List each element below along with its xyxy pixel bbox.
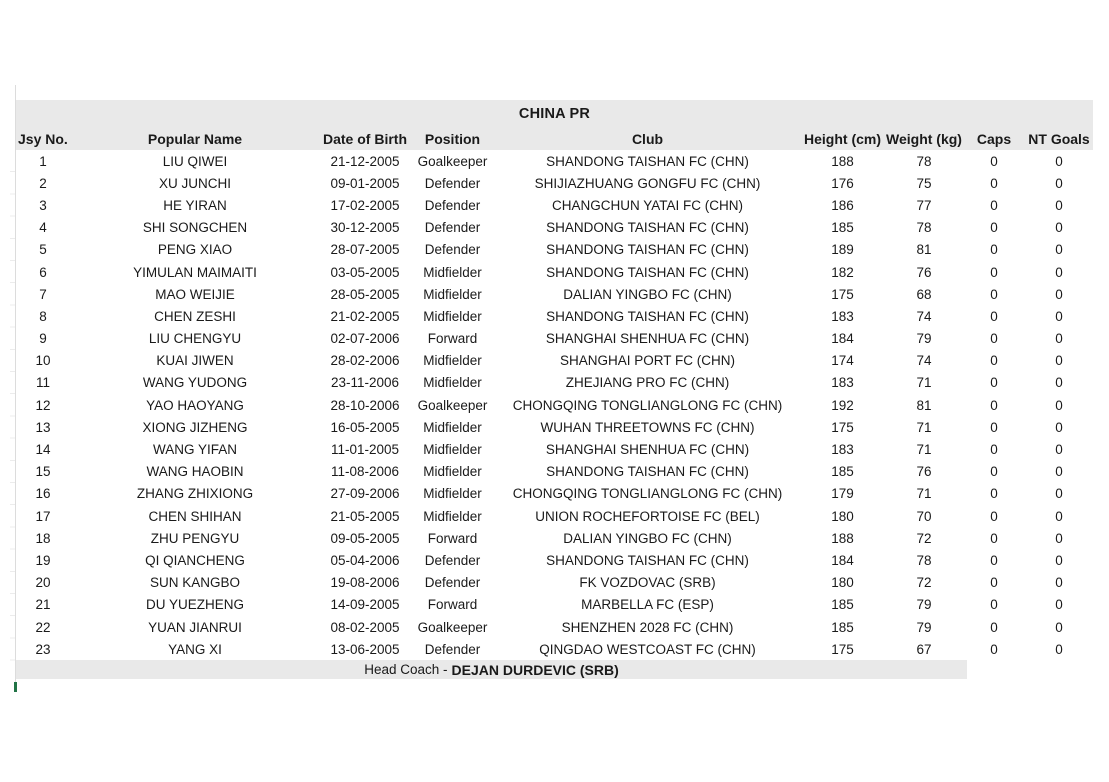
cell-weight-kg[interactable]: 78 [916, 153, 932, 169]
cell-caps[interactable]: 0 [990, 619, 998, 635]
column-header-caps[interactable]: Caps [976, 130, 1012, 147]
cell-popular-name[interactable]: MAO WEIJIE [155, 286, 235, 302]
cell-date-of-birth[interactable]: 28-02-2006 [330, 353, 400, 369]
cell-nt-goals[interactable]: 0 [1055, 464, 1063, 480]
cell-caps[interactable]: 0 [990, 286, 998, 302]
cell-popular-name[interactable]: SUN KANGBO [149, 575, 241, 591]
cell-position[interactable]: Midfielder [423, 264, 482, 280]
column-header-weight-kg[interactable]: Weight (kg) [886, 130, 962, 147]
cell-club[interactable]: SHANDONG TAISHAN FC (CHN) [546, 552, 749, 568]
table-row [16, 239, 1093, 261]
cell-caps[interactable]: 0 [990, 508, 998, 524]
table-body [16, 150, 1093, 660]
cell-club[interactable]: SHENZHEN 2028 FC (CHN) [561, 619, 734, 635]
cell-weight-kg[interactable]: 78 [916, 220, 932, 236]
cell-club[interactable]: SHANDONG TAISHAN FC (CHN) [546, 264, 749, 280]
table-row [16, 594, 1093, 616]
cell-height-cm[interactable]: 182 [831, 264, 854, 280]
table-row [16, 483, 1093, 505]
head-coach-row [16, 660, 967, 679]
cell-popular-name[interactable]: LIU CHENGYU [148, 331, 242, 347]
cell-club[interactable]: SHANDONG TAISHAN FC (CHN) [546, 242, 749, 258]
cell-height-cm[interactable]: 185 [831, 597, 854, 613]
cell-date-of-birth[interactable]: 13-06-2005 [330, 641, 400, 657]
cell-caps[interactable]: 0 [990, 242, 998, 258]
cell-club[interactable]: SHANDONG TAISHAN FC (CHN) [546, 220, 749, 236]
cell-date-of-birth[interactable]: 11-08-2006 [330, 464, 400, 480]
cell-height-cm[interactable]: 185 [831, 220, 854, 236]
cell-nt-goals[interactable]: 0 [1055, 419, 1063, 435]
cell-club[interactable]: SHANDONG TAISHAN FC (CHN) [546, 153, 749, 169]
column-header-position[interactable]: Position [424, 130, 481, 147]
cell-weight-kg[interactable]: 79 [916, 331, 932, 347]
cell-position[interactable]: Defender [424, 242, 481, 258]
cell-height-cm[interactable]: 184 [831, 331, 854, 347]
cell-height-cm[interactable]: 184 [831, 552, 854, 568]
cell-jsy-no[interactable]: 3 [39, 197, 47, 213]
cell-weight-kg[interactable]: 76 [916, 464, 932, 480]
cell-position[interactable]: Defender [424, 552, 481, 568]
cell-date-of-birth[interactable]: 02-07-2006 [330, 331, 400, 347]
cell-jsy-no[interactable]: 1 [39, 153, 47, 169]
cell-club[interactable]: MARBELLA FC (ESP) [581, 597, 714, 613]
cell-popular-name[interactable]: WANG YIFAN [152, 442, 237, 458]
cell-club[interactable]: DALIAN YINGBO FC (CHN) [563, 286, 732, 302]
cell-nt-goals[interactable]: 0 [1055, 286, 1063, 302]
cell-caps[interactable]: 0 [990, 220, 998, 236]
cell-position[interactable]: Midfielder [423, 442, 482, 458]
cell-caps[interactable]: 0 [990, 331, 998, 347]
cell-date-of-birth[interactable]: 27-09-2006 [330, 486, 400, 502]
cell-club[interactable]: ZHEJIANG PRO FC (CHN) [565, 375, 730, 391]
cell-weight-kg[interactable]: 71 [916, 442, 932, 458]
cell-position[interactable]: Defender [424, 575, 481, 591]
cell-club[interactable]: UNION ROCHEFORTOISE FC (BEL) [535, 508, 760, 524]
cell-jsy-no[interactable]: 11 [35, 375, 50, 391]
cell-date-of-birth[interactable]: 17-02-2005 [330, 197, 400, 213]
cell-jsy-no[interactable]: 16 [35, 486, 51, 502]
cell-height-cm[interactable]: 189 [831, 242, 854, 258]
cell-date-of-birth[interactable]: 05-04-2006 [330, 552, 400, 568]
cell-jsy-no[interactable]: 18 [35, 530, 51, 546]
table-row [16, 416, 1093, 438]
table-row [16, 616, 1093, 638]
cell-jsy-no[interactable]: 20 [35, 575, 51, 591]
cell-height-cm[interactable]: 185 [831, 619, 854, 635]
cell-position[interactable]: Defender [424, 220, 481, 236]
cell-jsy-no[interactable]: 13 [35, 419, 51, 435]
cell-popular-name[interactable]: DU YUEZHENG [145, 597, 244, 613]
cell-nt-goals[interactable]: 0 [1055, 442, 1063, 458]
column-header-row [16, 127, 1093, 150]
cell-caps[interactable]: 0 [990, 153, 998, 169]
cell-height-cm[interactable]: 192 [831, 397, 854, 413]
cell-height-cm[interactable]: 180 [831, 575, 854, 591]
cell-date-of-birth[interactable]: 03-05-2005 [330, 264, 400, 280]
cell-popular-name[interactable]: QI QIANCHENG [145, 552, 245, 568]
cell-caps[interactable]: 0 [990, 353, 998, 369]
cell-height-cm[interactable]: 175 [831, 286, 854, 302]
cell-caps[interactable]: 0 [990, 486, 998, 502]
cell-weight-kg[interactable]: 72 [916, 530, 932, 546]
table-header-band [16, 100, 1093, 150]
table-row [16, 283, 1093, 305]
cell-popular-name[interactable]: KUAI JIWEN [156, 353, 234, 369]
cell-nt-goals[interactable]: 0 [1055, 353, 1063, 369]
cell-nt-goals[interactable]: 0 [1055, 575, 1063, 591]
cell-popular-name[interactable]: XU JUNCHI [158, 175, 231, 191]
cell-position[interactable]: Midfielder [423, 419, 482, 435]
column-header-nt-goals[interactable]: NT Goals [1028, 130, 1090, 147]
cell-height-cm[interactable]: 188 [831, 153, 854, 169]
cell-popular-name[interactable]: HE YIRAN [163, 197, 227, 213]
cell-weight-kg[interactable]: 72 [916, 575, 932, 591]
cell-weight-kg[interactable]: 74 [916, 308, 932, 324]
cell-position[interactable]: Defender [424, 175, 481, 191]
table-row [16, 438, 1093, 460]
cell-caps[interactable]: 0 [990, 197, 998, 213]
table-row [16, 572, 1093, 594]
head-coach-label: Head Coach - [364, 662, 448, 678]
cell-jsy-no[interactable]: 7 [39, 286, 47, 302]
cell-caps[interactable]: 0 [990, 552, 998, 568]
cell-height-cm[interactable]: 183 [831, 375, 854, 391]
cell-caps[interactable]: 0 [990, 442, 998, 458]
cell-position[interactable]: Defender [424, 641, 481, 657]
squad-table [16, 100, 1093, 679]
cell-jsy-no[interactable]: 8 [39, 308, 47, 324]
cell-jsy-no[interactable]: 19 [35, 552, 51, 568]
cell-height-cm[interactable]: 175 [831, 419, 854, 435]
cell-caps[interactable]: 0 [990, 530, 998, 546]
cell-weight-kg[interactable]: 77 [916, 197, 932, 213]
cell-date-of-birth[interactable]: 14-09-2005 [330, 597, 400, 613]
cell-weight-kg[interactable]: 71 [916, 375, 932, 391]
cell-nt-goals[interactable]: 0 [1055, 486, 1063, 502]
cell-position[interactable]: Goalkeeper [417, 153, 488, 169]
cell-nt-goals[interactable]: 0 [1055, 508, 1063, 524]
cell-height-cm[interactable]: 186 [831, 197, 854, 213]
cell-height-cm[interactable]: 183 [831, 442, 854, 458]
cell-nt-goals[interactable]: 0 [1055, 197, 1063, 213]
cell-club[interactable]: DALIAN YINGBO FC (CHN) [563, 530, 732, 546]
cell-caps[interactable]: 0 [990, 375, 998, 391]
column-header-club[interactable]: Club [631, 130, 664, 147]
cell-popular-name[interactable]: PENG XIAO [157, 242, 233, 258]
cell-date-of-birth[interactable]: 21-05-2005 [330, 508, 400, 524]
cell-date-of-birth[interactable]: 16-05-2005 [330, 419, 400, 435]
cell-position[interactable]: Forward [427, 530, 478, 546]
column-header-date-of-birth[interactable]: Date of Birth [323, 130, 407, 147]
cell-date-of-birth[interactable]: 28-05-2005 [330, 286, 400, 302]
cell-popular-name[interactable]: YIMULAN MAIMAITI [133, 264, 257, 280]
cell-date-of-birth[interactable]: 09-05-2005 [330, 530, 400, 546]
cell-club[interactable]: SHANGHAI SHENHUA FC (CHN) [545, 331, 750, 347]
cell-club[interactable]: WUHAN THREETOWNS FC (CHN) [540, 419, 755, 435]
cell-club[interactable]: SHANGHAI PORT FC (CHN) [559, 353, 735, 369]
table-row [16, 150, 1093, 172]
cell-popular-name[interactable]: SHI SONGCHEN [142, 220, 248, 236]
cell-weight-kg[interactable]: 78 [916, 552, 932, 568]
cell-nt-goals[interactable]: 0 [1055, 641, 1063, 657]
cell-position[interactable]: Midfielder [423, 375, 482, 391]
column-header-popular-name[interactable]: Popular Name [147, 130, 243, 147]
cell-position[interactable]: Forward [427, 597, 478, 613]
cell-jsy-no[interactable]: 2 [39, 175, 47, 191]
table-row [16, 394, 1093, 416]
cell-weight-kg[interactable]: 71 [916, 419, 932, 435]
cell-weight-kg[interactable]: 74 [916, 353, 932, 369]
cell-nt-goals[interactable]: 0 [1055, 220, 1063, 236]
cell-caps[interactable]: 0 [990, 641, 998, 657]
cell-date-of-birth[interactable]: 19-08-2006 [330, 575, 400, 591]
cell-caps[interactable]: 0 [990, 597, 998, 613]
table-row [16, 261, 1093, 283]
cell-nt-goals[interactable]: 0 [1055, 308, 1063, 324]
cell-weight-kg[interactable]: 81 [916, 242, 932, 258]
cell-position[interactable]: Midfielder [423, 486, 482, 502]
table-row [16, 461, 1093, 483]
cell-popular-name[interactable]: CHEN SHIHAN [148, 508, 242, 524]
cell-position[interactable]: Goalkeeper [417, 397, 488, 413]
cell-caps[interactable]: 0 [990, 264, 998, 280]
cell-height-cm[interactable]: 179 [831, 486, 854, 502]
cell-popular-name[interactable]: LIU QIWEI [162, 153, 228, 169]
cell-date-of-birth[interactable]: 11-01-2005 [330, 442, 400, 458]
cell-caps[interactable]: 0 [990, 419, 998, 435]
cell-popular-name[interactable]: WANG YUDONG [142, 375, 248, 391]
cell-popular-name[interactable]: YANG XI [168, 641, 222, 657]
cell-nt-goals[interactable]: 0 [1055, 175, 1063, 191]
cell-height-cm[interactable]: 188 [831, 530, 854, 546]
table-row [16, 350, 1093, 372]
cell-jsy-no[interactable]: 9 [39, 331, 47, 347]
cell-weight-kg[interactable]: 70 [916, 508, 932, 524]
cell-jsy-no[interactable]: 5 [39, 242, 47, 258]
cell-jsy-no[interactable]: 4 [39, 220, 47, 236]
cell-club[interactable]: CHONGQING TONGLIANGLONG FC (CHN) [512, 397, 783, 413]
cell-position[interactable]: Defender [424, 197, 481, 213]
cell-position[interactable]: Midfielder [423, 508, 482, 524]
table-row [16, 305, 1093, 327]
row-gridline-ticks [10, 150, 15, 661]
cell-date-of-birth[interactable]: 23-11-2006 [330, 375, 400, 391]
cell-height-cm[interactable]: 174 [831, 353, 854, 369]
cell-club[interactable]: SHANDONG TAISHAN FC (CHN) [546, 308, 749, 324]
cell-popular-name[interactable]: YAO HAOYANG [146, 397, 244, 413]
column-header-jsy-no[interactable]: Jsy No. [18, 130, 68, 147]
cell-jsy-no[interactable]: 10 [35, 353, 51, 369]
cell-caps[interactable]: 0 [990, 308, 998, 324]
cell-weight-kg[interactable]: 67 [916, 641, 932, 657]
cell-club[interactable]: SHIJIAZHUANG GONGFU FC (CHN) [534, 175, 761, 191]
cell-height-cm[interactable]: 175 [831, 641, 854, 657]
cell-caps[interactable]: 0 [990, 464, 998, 480]
cell-height-cm[interactable]: 183 [831, 308, 854, 324]
cell-weight-kg[interactable]: 79 [916, 619, 932, 635]
cell-club[interactable]: CHANGCHUN YATAI FC (CHN) [552, 197, 743, 213]
cell-popular-name[interactable]: WANG HAOBIN [146, 464, 244, 480]
cell-weight-kg[interactable]: 75 [916, 175, 932, 191]
cell-jsy-no[interactable]: 17 [35, 508, 51, 524]
cell-weight-kg[interactable]: 71 [916, 486, 932, 502]
cell-popular-name[interactable]: XIONG JIZHENG [142, 419, 248, 435]
cell-nt-goals[interactable]: 0 [1055, 331, 1063, 347]
cell-position[interactable]: Forward [427, 331, 478, 347]
cell-popular-name[interactable]: ZHU PENGYU [150, 530, 240, 546]
cell-jsy-no[interactable]: 21 [35, 597, 51, 613]
cell-nt-goals[interactable]: 0 [1055, 375, 1063, 391]
table-row [16, 328, 1093, 350]
cell-jsy-no[interactable]: 14 [35, 442, 51, 458]
cell-date-of-birth[interactable]: 09-01-2005 [330, 175, 400, 191]
cell-jsy-no[interactable]: 23 [35, 641, 51, 657]
cell-club[interactable]: CHONGQING TONGLIANGLONG FC (CHN) [512, 486, 783, 502]
cell-position[interactable]: Goalkeeper [417, 619, 488, 635]
cell-club[interactable]: SHANDONG TAISHAN FC (CHN) [546, 464, 749, 480]
cell-nt-goals[interactable]: 0 [1055, 397, 1063, 413]
cell-position[interactable]: Midfielder [423, 353, 482, 369]
cell-date-of-birth[interactable]: 08-02-2005 [330, 619, 400, 635]
table-row [16, 217, 1093, 239]
cell-nt-goals[interactable]: 0 [1055, 619, 1063, 635]
cell-caps[interactable]: 0 [990, 397, 998, 413]
table-row [16, 372, 1093, 394]
cell-popular-name[interactable]: ZHANG ZHIXIONG [136, 486, 254, 502]
cell-jsy-no[interactable]: 12 [35, 397, 51, 413]
cell-club[interactable]: QINGDAO WESTCOAST FC (CHN) [539, 641, 756, 657]
cell-weight-kg[interactable]: 76 [916, 264, 932, 280]
cell-nt-goals[interactable]: 0 [1055, 552, 1063, 568]
cell-weight-kg[interactable]: 81 [916, 397, 932, 413]
cell-nt-goals[interactable]: 0 [1055, 153, 1063, 169]
cell-position[interactable]: Midfielder [423, 464, 482, 480]
cell-jsy-no[interactable]: 22 [35, 619, 51, 635]
cell-date-of-birth[interactable]: 30-12-2005 [330, 220, 400, 236]
cell-date-of-birth[interactable]: 21-12-2005 [330, 153, 400, 169]
cell-popular-name[interactable]: CHEN ZESHI [154, 308, 236, 324]
table-title[interactable]: CHINA PR [518, 105, 591, 122]
cell-nt-goals[interactable]: 0 [1055, 264, 1063, 280]
cell-height-cm[interactable]: 185 [831, 464, 854, 480]
cell-club[interactable]: FK VOZDOVAC (SRB) [579, 575, 716, 591]
cell-weight-kg[interactable]: 79 [916, 597, 932, 613]
cell-height-cm[interactable]: 176 [831, 175, 854, 191]
cell-club[interactable]: SHANGHAI SHENHUA FC (CHN) [545, 442, 750, 458]
cell-jsy-no[interactable]: 6 [39, 264, 47, 280]
cell-nt-goals[interactable]: 0 [1055, 530, 1063, 546]
table-row [16, 172, 1093, 194]
table-row [16, 527, 1093, 549]
cell-popular-name[interactable]: YUAN JIANRUI [148, 619, 242, 635]
column-header-height-cm[interactable]: Height (cm) [804, 130, 881, 147]
cell-caps[interactable]: 0 [990, 175, 998, 191]
cell-nt-goals[interactable]: 0 [1055, 242, 1063, 258]
cell-jsy-no[interactable]: 15 [35, 464, 51, 480]
cell-nt-goals[interactable]: 0 [1055, 597, 1063, 613]
table-row [16, 194, 1093, 216]
cell-position[interactable]: Midfielder [423, 286, 482, 302]
table-row [16, 505, 1093, 527]
cell-date-of-birth[interactable]: 28-10-2006 [330, 397, 400, 413]
cell-height-cm[interactable]: 180 [831, 508, 854, 524]
table-row [16, 638, 1093, 660]
cell-position[interactable]: Midfielder [423, 308, 482, 324]
head-coach-name: DEJAN DURDEVIC (SRB) [451, 661, 619, 678]
cell-date-of-birth[interactable]: 28-07-2005 [330, 242, 400, 258]
cell-caps[interactable]: 0 [990, 575, 998, 591]
cell-cursor-mark[interactable] [14, 682, 17, 692]
cell-date-of-birth[interactable]: 21-02-2005 [330, 308, 400, 324]
table-row [16, 549, 1093, 571]
cell-weight-kg[interactable]: 68 [916, 286, 932, 302]
